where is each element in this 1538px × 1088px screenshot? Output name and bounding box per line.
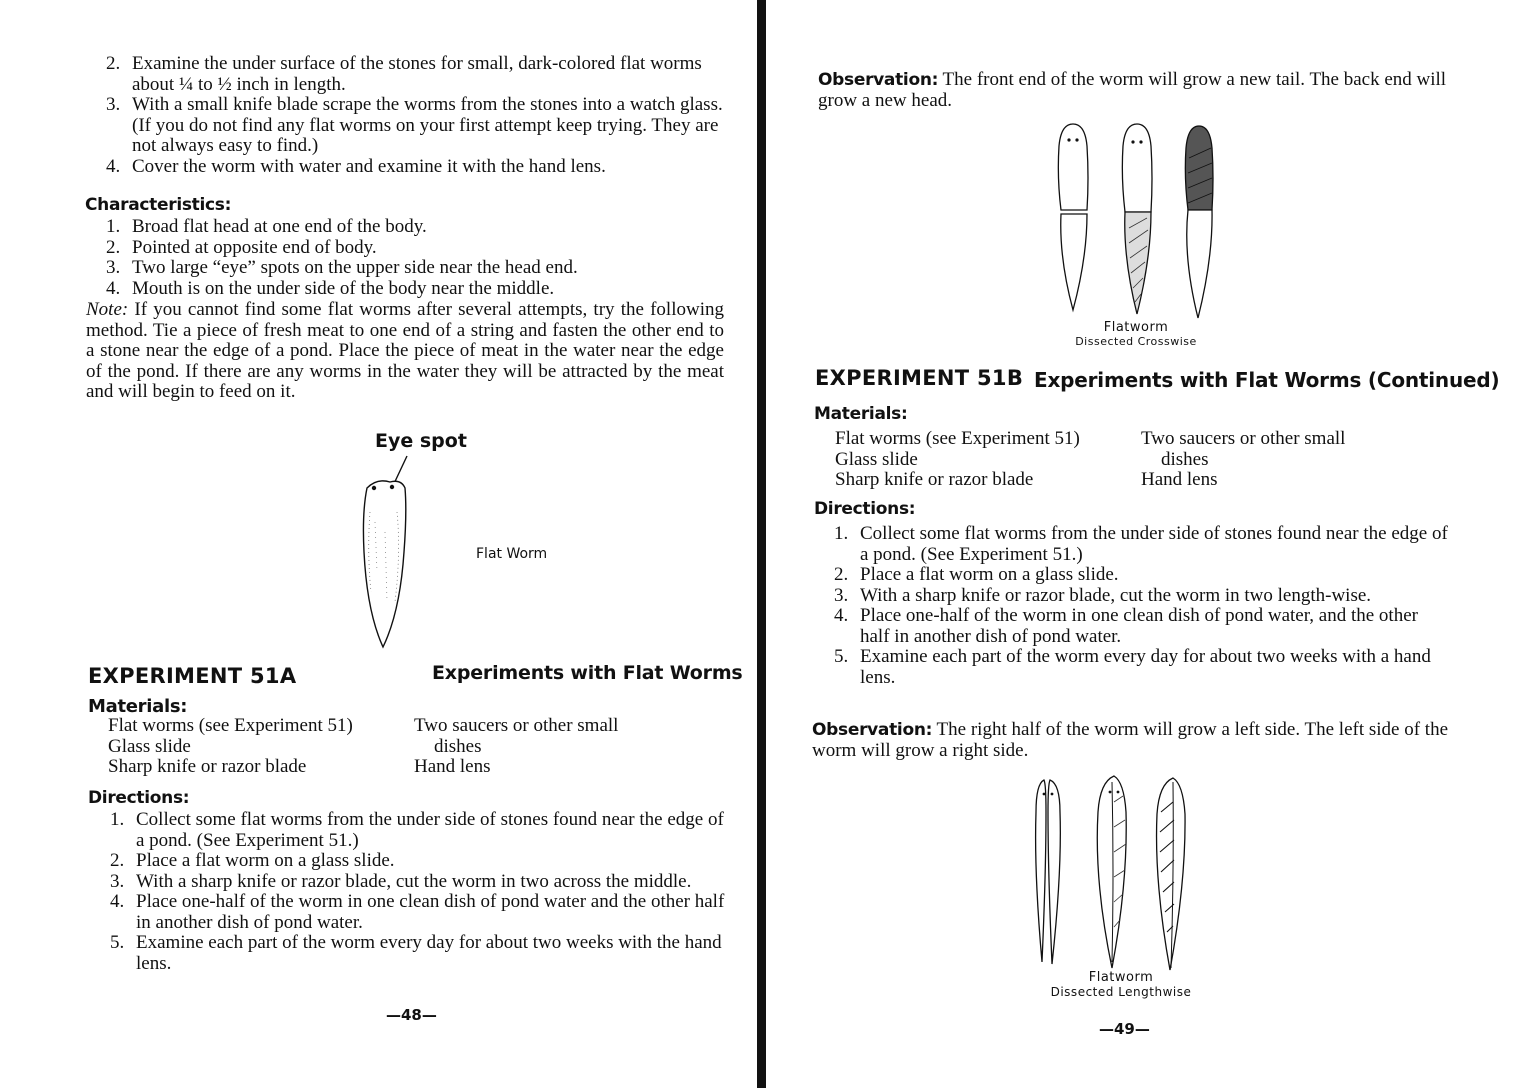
materials-col-2 [1141,429,1435,491]
list-item: 5. Examine each part of the worm every day for about two weeks with a hand lens. [834,646,1431,688]
directions-list [812,524,1452,688]
left-page [0,0,757,1088]
list-item: 3. With a small knife blade scrape the worms from the stones into a watch glass. (If you do not find any flat worms on your first attempt keep trying. They are not always easy to find.) [106,94,723,156]
flat-worm-caption: Flat Worm [476,546,548,562]
flat-worm-illustration [355,452,425,652]
material-item: Glass slide [108,735,191,757]
materials-list [108,716,688,778]
right-page [766,0,1538,1088]
characteristics-heading: Characteristics: [85,195,232,215]
material-item: Glass slide [835,448,918,470]
list-item: 3. Two large “eye” spots on the upper side near the head end. [106,257,578,278]
material-item: Sharp knife or razor blade [108,756,307,777]
materials-list [835,429,1435,491]
flatworm-lengthwise-illustration [1028,772,1198,972]
materials-col-2 [414,716,688,778]
material-item: Hand lens [414,756,491,777]
list-item: 2. Place a flat worm on a glass slide. [110,850,395,871]
list-item: 1. Collect some flat worms from the under side of stones found near the edge of a pond. (See Experiment 51.) [834,523,1448,565]
list-item: 4. Place one-half of the worm in one clean dish of pond water, and the other half in another dish of pond water. [834,605,1418,647]
fig1-caption-line1: Flatworm [1103,320,1169,335]
fig1-caption [1036,320,1236,348]
list-item: 2. Pointed at opposite end of body. [106,236,377,258]
list-item: 1. Collect some flat worms from the under side of stones found near the edge of a pond. (See Experiment 51.) [110,809,724,851]
note-paragraph [86,300,724,403]
material-item: Sharp knife or razor blade [835,469,1034,490]
observation-1 [818,70,1456,111]
observation-1-label: Observation: [818,70,939,90]
materials-col-1 [108,716,414,778]
material-item: Flat worms (see Experiment 51) [835,428,1080,449]
flatworm-crosswise-illustration [1051,118,1226,323]
experiment-51a-subtitle: Experiments with Flat Worms [432,662,743,684]
observation-2-label: Observation: [812,720,933,740]
note-text: If you cannot find some flat worms after several attempts, try the following method. Tie a piece of fresh meat to one end of a string and fasten the other end to a stone near the edge of a pond. Place the piece of meat in the water near the edge of the pond. If there are any worms in the water they will be attracted by the meat and will begin to feed on it. [86,299,724,402]
list-item: 2. Examine the under surface of the stones for small, dark-colored flat worms about ¼ to ½ inch in length. [106,53,702,95]
list-item: 3. With a sharp knife or razor blade, cut the worm in two across the middle. [110,870,692,892]
experiment-51b-title: EXPERIMENT 51B [815,366,1024,390]
book-gutter [757,0,766,1088]
observation-1-text: The front end of the worm will grow a new tail. The back end will grow a new head. [818,69,1447,111]
material-item: Two saucers or other small [414,715,619,736]
fig2-caption-line2: Dissected Lengthwise [1050,985,1192,999]
page-number-right: —49— [1099,1020,1150,1038]
page-number-left: —48— [386,1006,437,1024]
list-item: 1. Broad flat head at one end of the body. [106,216,427,237]
steps-top-list [84,54,724,177]
materials-heading: Materials: [88,696,188,717]
fig2-caption [1016,970,1226,999]
characteristics-list [84,217,724,299]
note-label: Note: [86,299,129,320]
directions-heading: Directions: [814,499,916,519]
list-item: 3. With a sharp knife or razor blade, cut the worm in two length-wise. [834,584,1372,606]
list-item: 4. Cover the worm with water and examine it with the hand lens. [106,155,606,177]
experiment-51a-title: EXPERIMENT 51A [88,664,297,688]
list-item: 4. Place one-half of the worm in one clean dish of pond water and the other half in another dish of pond water. [110,891,725,933]
material-item: dishes [1161,448,1209,470]
material-item: Flat worms (see Experiment 51) [108,715,353,736]
materials-heading: Materials: [814,404,908,424]
list-item: 2. Place a flat worm on a glass slide. [834,564,1119,585]
material-item: dishes [434,735,482,757]
list-item: 5. Examine each part of the worm every day for about two weeks with the hand lens. [110,932,722,974]
observation-2 [812,720,1454,761]
directions-list [88,810,728,974]
directions-heading: Directions: [88,788,190,808]
experiment-51b-subtitle: Experiments with Flat Worms (Continued) [1034,368,1500,392]
material-item: Two saucers or other small [1141,428,1346,449]
material-item: Hand lens [1141,469,1218,490]
observation-2-text: The right half of the worm will grow a left side. The left side of the worm will grow a right side. [812,719,1448,761]
fig2-caption-line1: Flatworm [1088,970,1154,985]
list-item: 4. Mouth is on the under side of the body near the middle. [106,277,555,299]
materials-col-1 [835,429,1141,491]
fig1-caption-line2: Dissected Crosswise [1075,335,1197,348]
eye-spot-label: Eye spot [375,430,467,452]
